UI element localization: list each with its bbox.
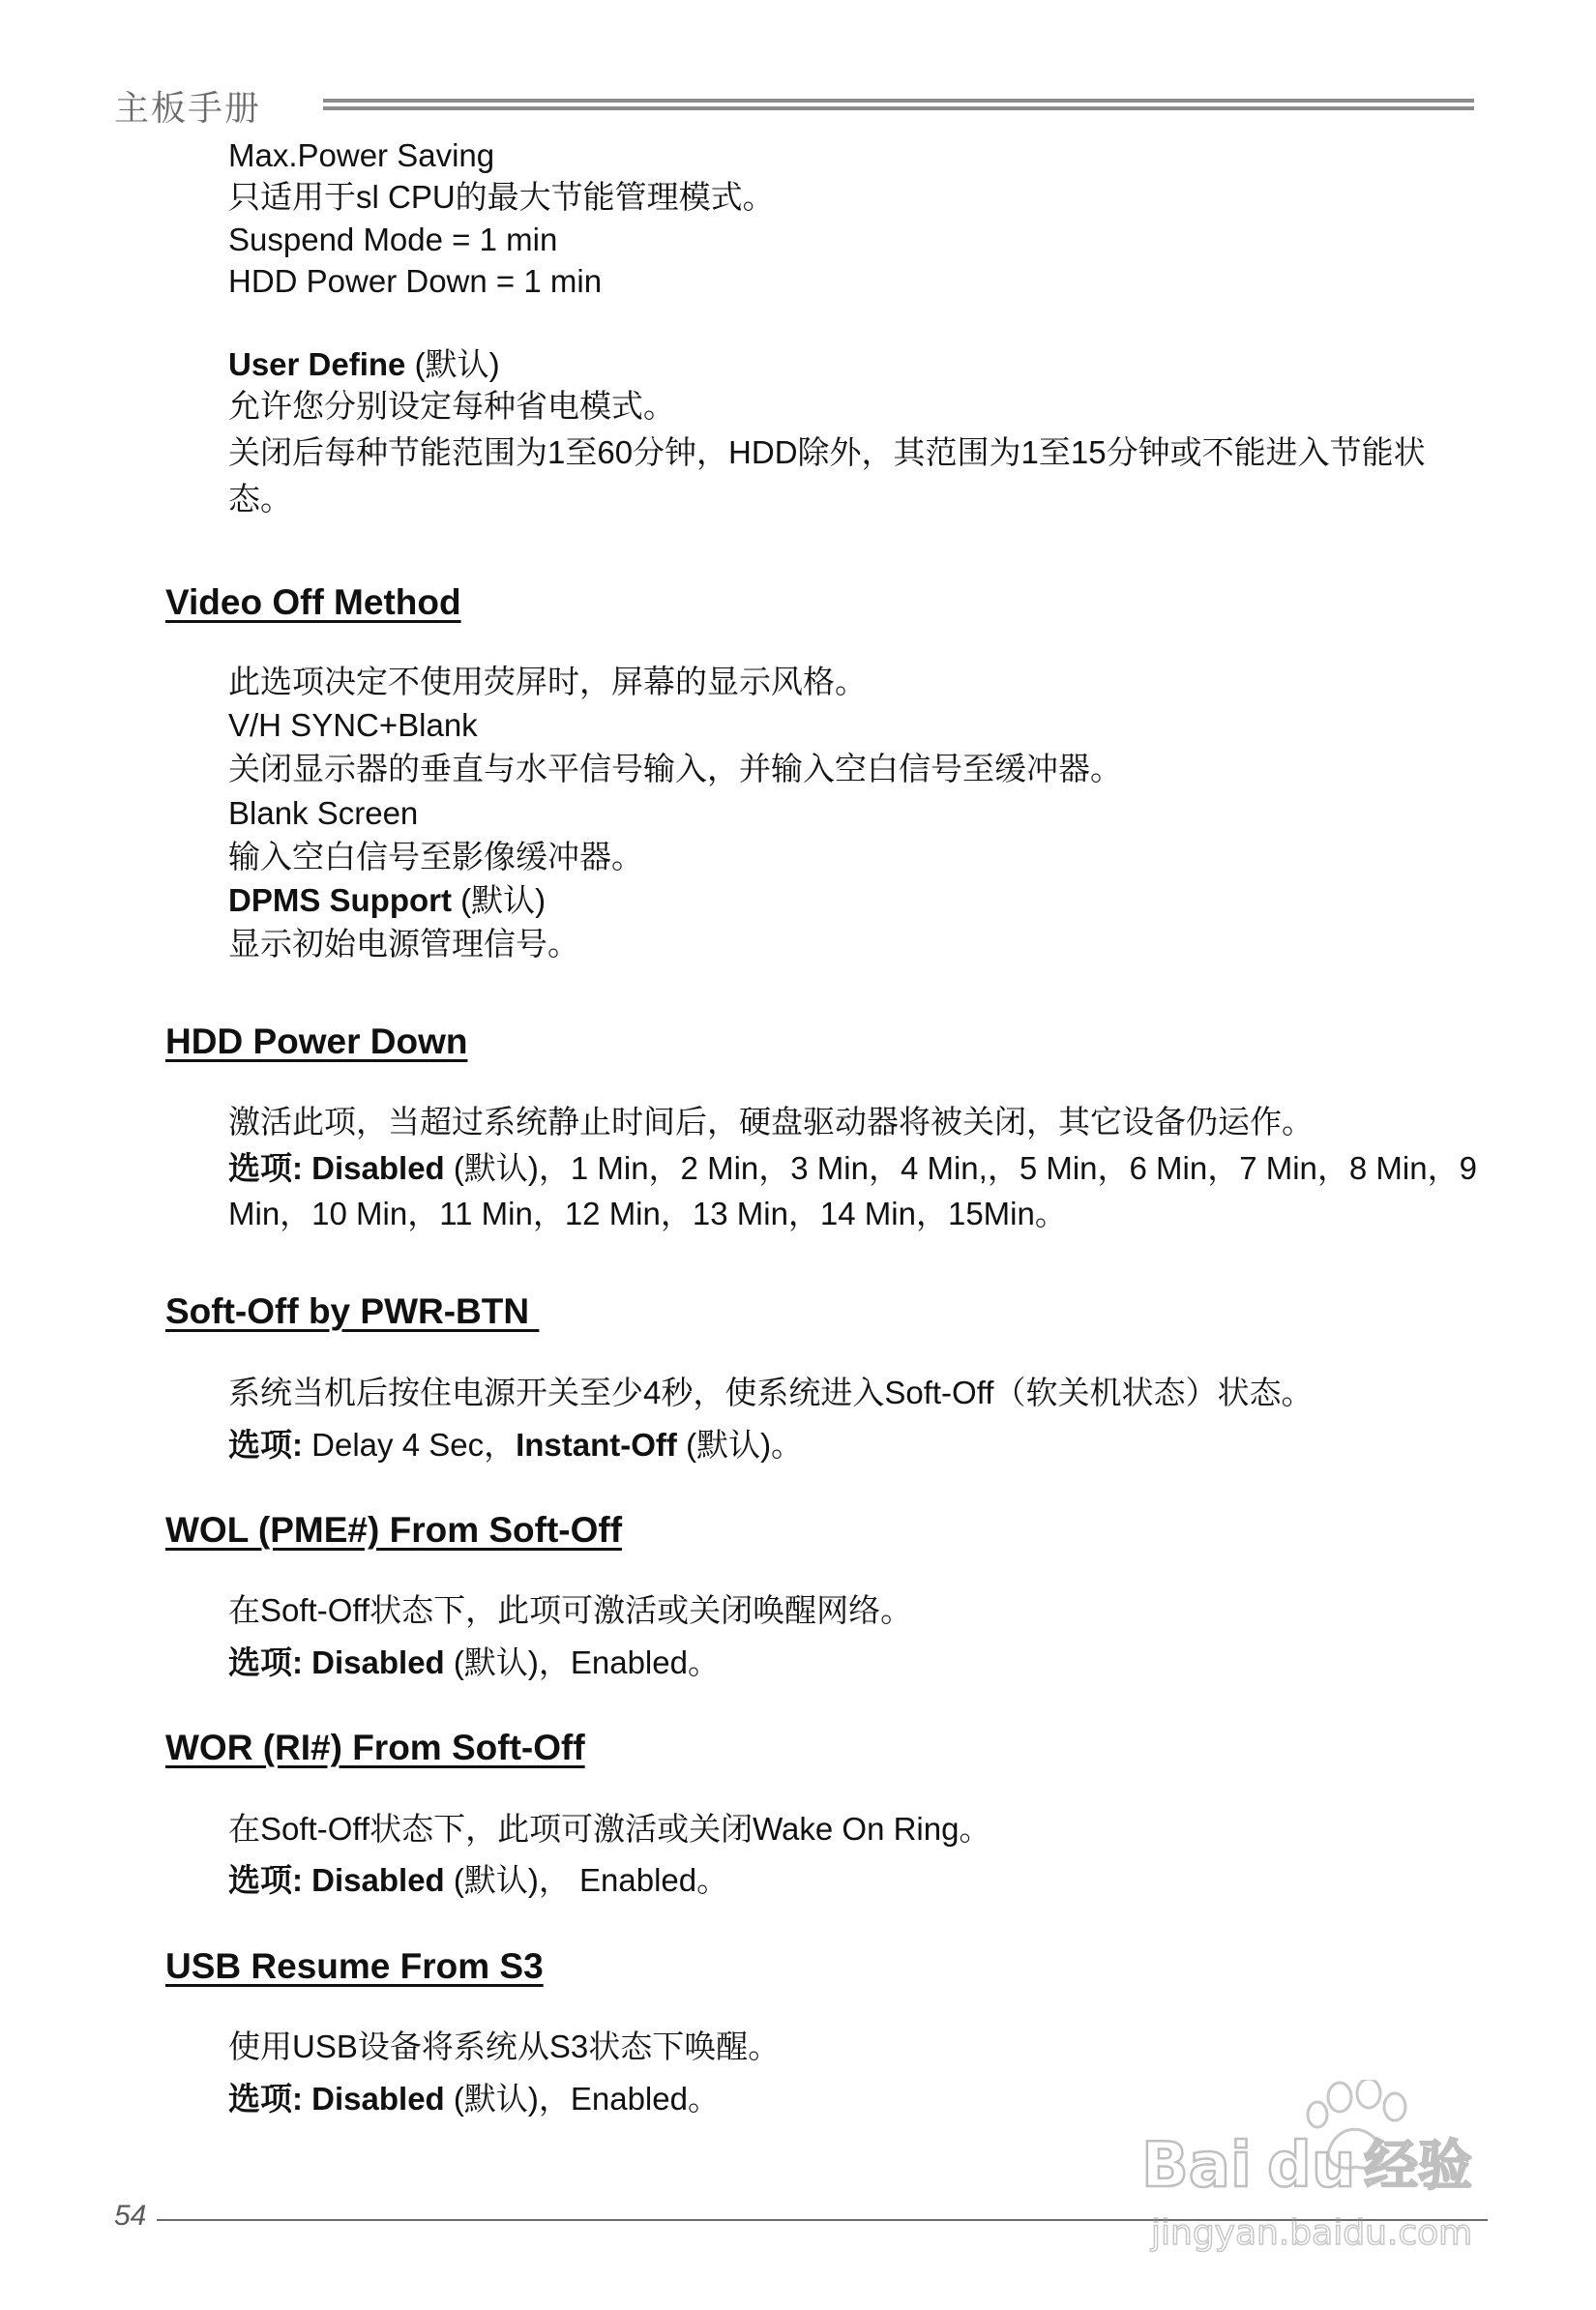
power-saving-option: Max.Power Saving: [228, 137, 495, 173]
options-label: 选项:: [228, 1862, 303, 1898]
default-value: Disabled: [303, 1150, 445, 1186]
header-rule: [323, 99, 1474, 114]
page-header: [114, 81, 1474, 132]
dpms-desc: 显示初始电源管理信号。: [228, 926, 579, 962]
option-values: (默认)，1 Min，2 Min，3 Min，4 Min,，5 Min，6 Min，7 Min，8 Min，9 Min，10 Min，11 Min，12 Min，13 Min，14 Min，15Min。: [228, 1150, 1477, 1231]
dpms-line: [228, 881, 546, 920]
svg-text:jingyan.baidu.com: jingyan.baidu.com: [1151, 2213, 1473, 2253]
section-title-wol: WOL (PME#) From Soft-Off: [165, 1510, 623, 1550]
user-define-desc: 允许您分别设定每种省电模式。: [228, 388, 675, 424]
vh-sync-option: V/H SYNC+Blank: [228, 707, 478, 743]
vh-sync-desc: 关闭显示器的垂直与水平信号输入，并输入空白信号至缓冲器。: [228, 751, 1122, 786]
power-saving-desc: 只适用于sl CPU的最大节能管理模式。: [228, 179, 775, 215]
options-label: 选项:: [228, 1644, 303, 1680]
hdd-power-options: [228, 1145, 1486, 1236]
section-title-soft-off: Soft-Off by PWR-BTN: [165, 1291, 540, 1331]
baidu-jingyan-watermark-logo: [1132, 2080, 1519, 2273]
default-note: (默认): [451, 882, 547, 918]
wor-desc: 在Soft-Off状态下，此项可激活或关闭Wake On Ring。: [228, 1811, 991, 1847]
svg-text:Bai: Bai: [1141, 2130, 1252, 2202]
section-title-usb-resume: USB Resume From S3: [165, 1946, 544, 1986]
options-label: 选项:: [228, 2081, 303, 2117]
header-title: 主板手册: [114, 89, 262, 129]
dpms-label: DPMS Support: [228, 882, 452, 918]
option-values: (默认)， Enabled。: [444, 1862, 729, 1898]
user-define-range-desc: 关闭后每种节能范围为1至60分钟，HDD除外，其范围为1至15分钟或不能进入节能状态。: [228, 434, 1426, 517]
video-off-desc: 此选项决定不使用荧屏时，屏幕的显示风格。: [228, 664, 867, 699]
default-value: Instant-Off: [516, 1427, 677, 1463]
page-number: 54: [114, 2200, 147, 2232]
wol-desc: 在Soft-Off状态下，此项可激活或关闭唤醒网络。: [228, 1592, 913, 1628]
default-value: Disabled: [303, 1862, 445, 1898]
blank-screen-option: Blank Screen: [228, 795, 419, 831]
default-note: (默认)。: [676, 1427, 804, 1463]
user-define-label: User Define: [228, 346, 406, 382]
default-value: Disabled: [303, 1644, 445, 1680]
default-note: (默认): [405, 346, 500, 382]
section-title-video-off: Video Off Method: [165, 582, 461, 622]
usb-resume-desc: 使用USB设备将系统从S3状态下唤醒。: [228, 2029, 781, 2064]
section-title-hdd-power: HDD Power Down: [165, 1022, 468, 1061]
svg-text:经验: 经验: [1364, 2135, 1472, 2198]
option-values: (默认)，Enabled。: [444, 1644, 720, 1680]
soft-off-desc: 系统当机后按住电源开关至少4秒，使系统进入Soft-Off（软关机状态）状态。: [228, 1375, 1314, 1410]
hdd-power-desc: 激活此项，当超过系统静止时间后，硬盘驱动器将被关闭，其它设备仍运作。: [228, 1104, 1314, 1140]
default-value: Disabled: [303, 2081, 445, 2117]
blank-screen-desc: 输入空白信号至影像缓冲器。: [228, 839, 643, 874]
soft-off-options: [228, 1426, 803, 1465]
user-define-line: [228, 345, 500, 384]
section-title-wor: WOR (RI#) From Soft-Off: [165, 1728, 585, 1767]
options-label: 选项:: [228, 1150, 303, 1186]
usb-resume-options: [228, 2080, 720, 2118]
options-label: 选项:: [228, 1427, 303, 1463]
option-delay: Delay 4 Sec，: [303, 1427, 517, 1463]
wor-options: [228, 1861, 728, 1900]
hdd-power-down-value: HDD Power Down = 1 min: [228, 263, 603, 299]
suspend-mode-value: Suspend Mode = 1 min: [228, 222, 558, 257]
wol-options: [228, 1644, 720, 1682]
option-values: (默认)，Enabled。: [444, 2081, 720, 2117]
svg-text:du: du: [1267, 2130, 1356, 2202]
